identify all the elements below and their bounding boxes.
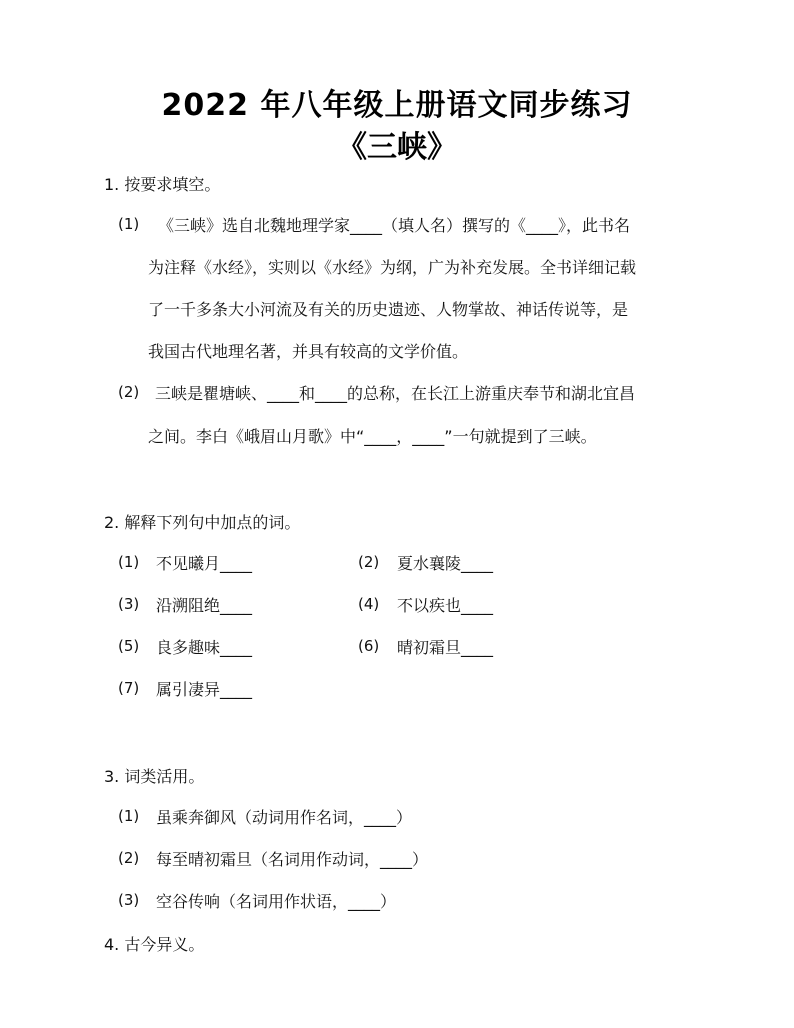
page-title: 2022 年八年级上册语文同步练习 [161, 88, 633, 123]
item-number: (1) [118, 807, 140, 825]
item-number: (6) [358, 637, 380, 655]
vocab-item: 不见曦月____ [156, 554, 253, 573]
paragraph-line: 之间。李白《峨眉山月歌》中“____，____”一句就提到了三峡。 [148, 427, 597, 446]
item-number: (2) [118, 383, 140, 401]
vocab-item: 沿溯阻绝____ [156, 596, 253, 615]
vocab-item: 良多趣味____ [156, 638, 253, 657]
item-number: (2) [358, 553, 380, 571]
page-subtitle: 《三峡》 [337, 130, 457, 165]
item-number: (3) [118, 595, 140, 613]
usage-item: 虽乘奔御风（动词用作名词，____） [156, 808, 413, 827]
item-number: (1) [118, 553, 140, 571]
vocab-item: 夏水襄陵____ [397, 554, 494, 573]
question-1-heading: 1. 按要求填空。 [104, 175, 221, 194]
vocab-item: 晴初霜旦____ [397, 638, 494, 657]
item-number: (2) [118, 849, 140, 867]
item-number: (4) [358, 595, 380, 613]
usage-item: 空谷传响（名词用作状语，____） [156, 892, 397, 911]
paragraph-line: 了一千多条大小河流及有关的历史遗迹、人物掌故、神话传说等，是 [148, 300, 629, 319]
paragraph-line: 《三峡》选自北魏地理学家____（填人名）撰写的《____》，此书名 [158, 216, 631, 235]
item-number: (5) [118, 637, 140, 655]
paragraph-line: 我国古代地理名著，并具有较高的文学价值。 [148, 342, 469, 361]
usage-item: 每至晴初霜旦（名词用作动词，____） [156, 850, 429, 869]
item-number: (1) [118, 215, 140, 233]
vocab-item: 不以疾也____ [397, 596, 494, 615]
item-number: (3) [118, 891, 140, 909]
paragraph-line: 为注释《水经》，实则以《水经》为纲，广为补充发展。全书详细记载 [148, 258, 637, 277]
question-4-heading: 4. 古今异义。 [104, 935, 205, 954]
question-3-heading: 3. 词类活用。 [104, 767, 205, 786]
question-2-heading: 2. 解释下列句中加点的词。 [104, 513, 301, 532]
paragraph-line: 三峡是瞿塘峡、____和____的总称，在长江上游重庆奉节和湖北宜昌 [155, 384, 636, 403]
item-number: (7) [118, 679, 140, 697]
vocab-item: 属引凄异____ [156, 680, 253, 699]
